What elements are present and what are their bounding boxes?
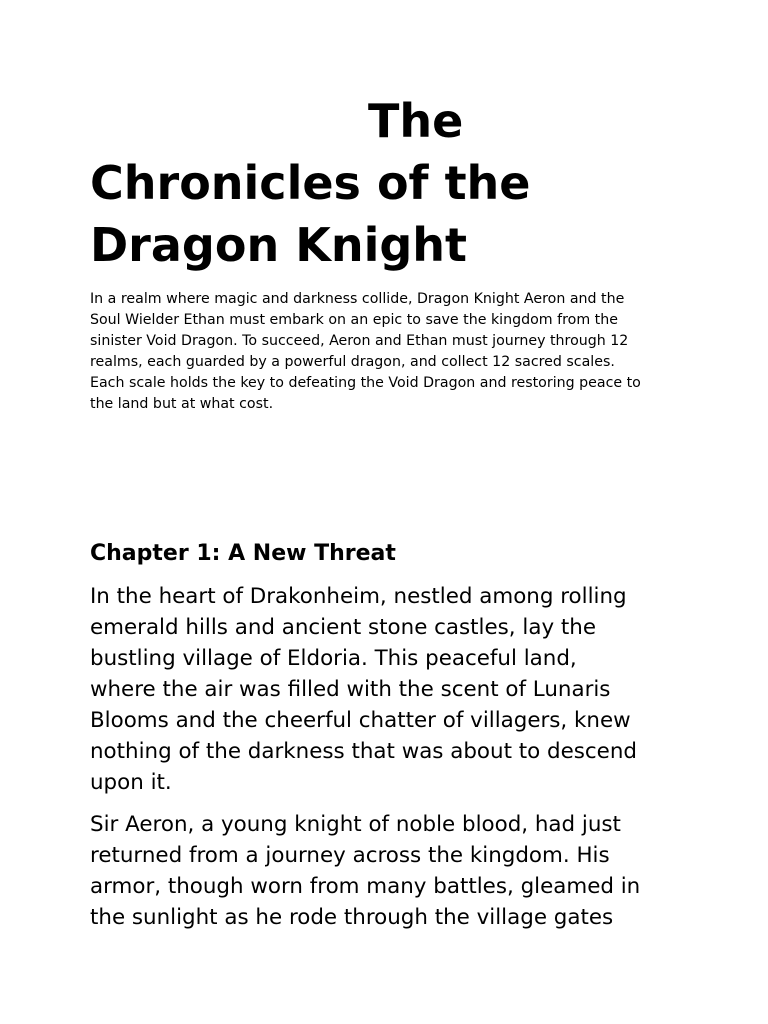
title-line: The bbox=[368, 94, 464, 148]
chapter-paragraph bbox=[90, 581, 730, 798]
synopsis-line: Each scale holds the key to defeating the Void Dragon and restoring peace to bbox=[90, 375, 641, 391]
paragraph-line: where the air was filled with the scent of Lunaris bbox=[90, 677, 611, 702]
paragraph-line: emerald hills and ancient stone castles, lay the bbox=[90, 615, 597, 640]
synopsis-line: In a realm where magic and darkness collide, Dragon Knight Aeron and the bbox=[90, 291, 625, 307]
book-title bbox=[90, 90, 690, 276]
title-line: Chronicles of the bbox=[90, 156, 531, 210]
title-line: Dragon Knight bbox=[90, 218, 468, 272]
paragraph-line: Blooms and the cheerful chatter of villagers, knew bbox=[90, 708, 631, 733]
synopsis bbox=[90, 289, 690, 415]
paragraph-line: nothing of the darkness that was about to descend bbox=[90, 739, 637, 764]
paragraph-line: Sir Aeron, a young knight of noble blood, had just bbox=[90, 812, 621, 837]
synopsis-line: sinister Void Dragon. To succeed, Aeron and Ethan must journey through 12 bbox=[90, 333, 629, 349]
chapter-paragraph bbox=[90, 809, 730, 933]
synopsis-line: the land but at what cost. bbox=[90, 396, 274, 412]
synopsis-line: realms, each guarded by a powerful dragon, and collect 12 sacred scales. bbox=[90, 354, 615, 370]
paragraph-line: In the heart of Drakonheim, nestled among rolling bbox=[90, 584, 627, 609]
paragraph-line: the sunlight as he rode through the village gates bbox=[90, 905, 614, 930]
synopsis-line: Soul Wielder Ethan must embark on an epic to save the kingdom from the bbox=[90, 312, 618, 328]
chapter-heading: Chapter 1: A New Threat bbox=[90, 541, 396, 566]
paragraph-line: bustling village of Eldoria. This peaceful land, bbox=[90, 646, 577, 671]
paragraph-line: upon it. bbox=[90, 770, 172, 795]
paragraph-line: armor, though worn from many battles, gleamed in bbox=[90, 874, 641, 899]
paragraph-line: returned from a journey across the kingdom. His bbox=[90, 843, 610, 868]
